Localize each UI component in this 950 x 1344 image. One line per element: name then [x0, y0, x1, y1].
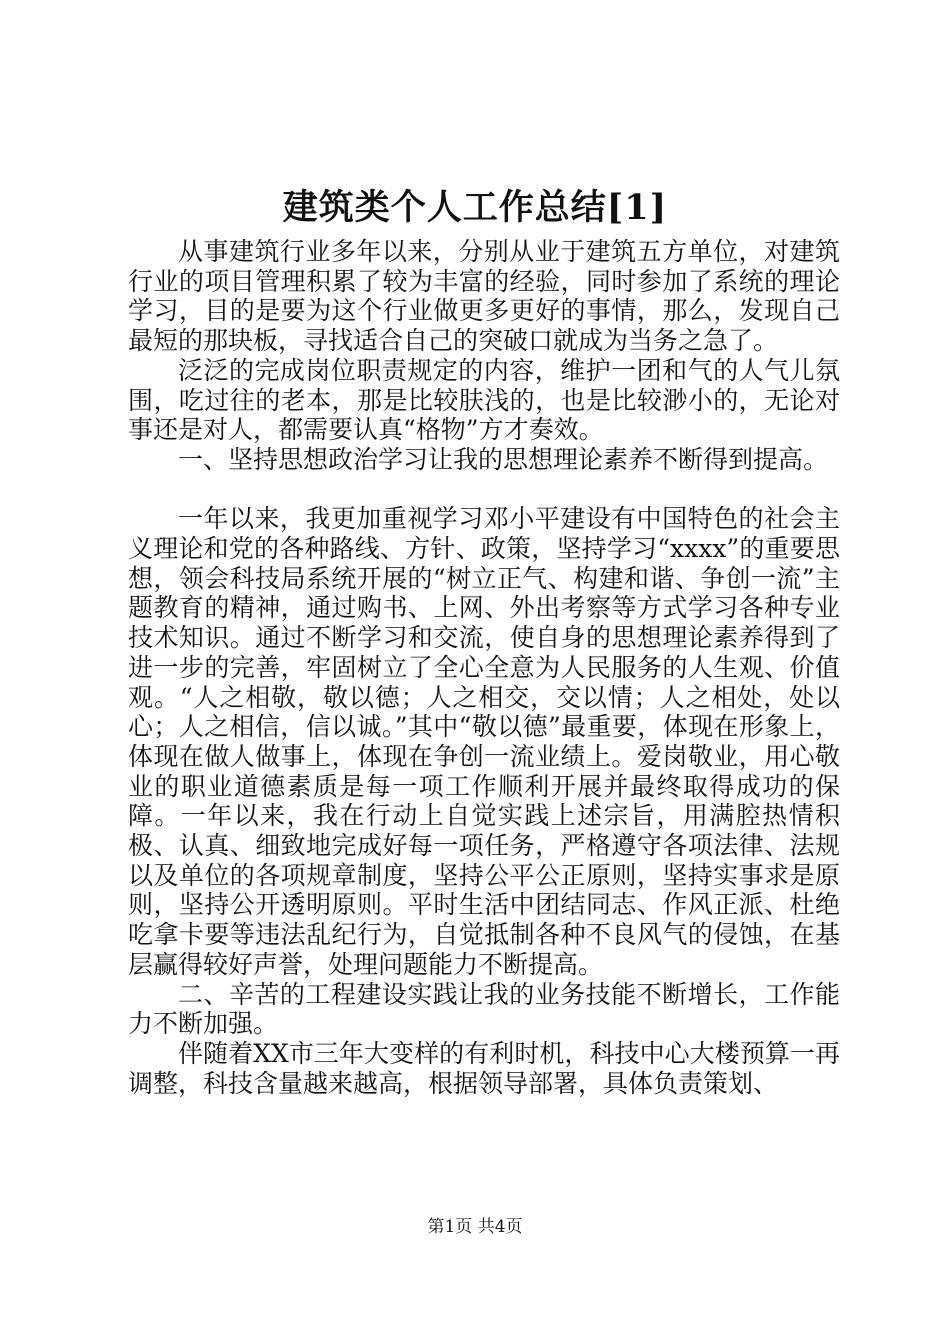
paragraph-project: 伴随着XX市三年大变样的有利时机，科技中心大楼预算一再调整，科技含量越来越高，根据领导部署，具体负责策划、: [128, 1038, 840, 1098]
blank-line: [128, 475, 840, 505]
document-title: 建筑类个人工作总结[1]: [282, 187, 668, 228]
paragraph-intro: 从事建筑行业多年以来，分别从业于建筑五方单位，对建筑行业的项目管理积累了较为丰富的经验，同时参加了系统的理论学习，目的是要为这个行业做更多更好的事情，那么，发现自己最短的那块板，寻找适合自己的突破口就成为当务之急了。: [128, 237, 840, 356]
page-number-footer: 第1页 共4页: [427, 1217, 523, 1237]
document-body: [128, 237, 840, 1098]
paragraph-study: 一年以来，我更加重视学习邓小平建设有中国特色的社会主义理论和党的各种路线、方针、政策，坚持学习“xxxx”的重要思想，领会科技局系统开展的“树立正气、构建和谐、争创一流”主题教育的精神，通过购书、上网、外出考察等方式学习各种专业技术知识。通过不断学习和交流，使自身的思想理论素养得到了进一步的完善，牢固树立了全心全意为人民服务的人生观、价值观。“人之相敬，敬以德；人之相交，交以情；人之相处，处以心；人之相信，信以诚。”其中“敬以德”最重要，体现在形象上，体现在做人做事上，体现在争创一流业绩上。爱岗敬业，用心敬业的职业道德素质是每一项工作顺利开展并最终取得成功的保障。一年以来，我在行动上自觉实践上述宗旨，用满腔热情积极、认真、细致地完成好每一项任务，严格遵守各项法律、法规以及单位的各项规章制度，坚持公平公正原则，坚持实事求是原则，坚持公开透明原则。平时生活中团结同志、作风正派、杜绝吃拿卡要等违法乱纪行为，自觉抵制各种不良风气的侵蚀，在基层赢得较好声誉，处理问题能力不断提高。: [128, 504, 840, 979]
section-heading-1: 一、坚持思想政治学习让我的思想理论素养不断得到提高。: [178, 444, 829, 474]
section-heading-2: 二、辛苦的工程建设实践让我的业务技能不断增长，工作能力不断加强。: [128, 979, 840, 1039]
paragraph-attitude: 泛泛的完成岗位职责规定的内容，维护一团和气的人气儿氛围，吃过往的老本，那是比较肤浅的，也是比较渺小的，无论对事还是对人，都需要认真“格物”方才奏效。: [128, 355, 840, 445]
